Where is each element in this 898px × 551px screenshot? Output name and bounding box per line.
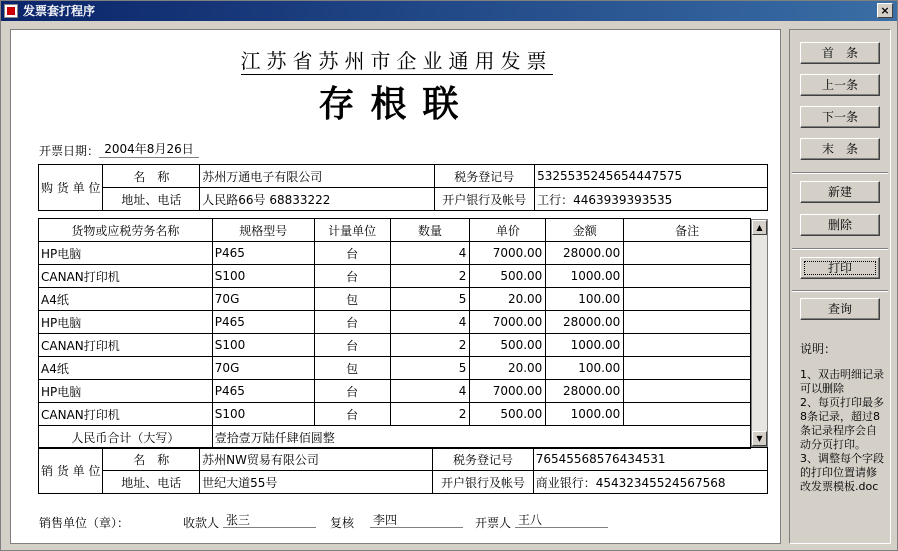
table-cell[interactable]: 20.00	[470, 357, 546, 380]
delete-button[interactable]: 删除	[800, 214, 880, 236]
seller-label: 销 货 单 位	[39, 448, 103, 494]
table-cell[interactable]	[624, 403, 751, 426]
review-field[interactable]: 李四	[370, 512, 463, 528]
table-cell[interactable]: 7000.00	[470, 380, 546, 403]
divider	[792, 290, 888, 292]
table-cell[interactable]: 2	[390, 403, 470, 426]
seller-addr-label: 地址、电话	[103, 471, 200, 494]
new-button[interactable]: 新建	[800, 181, 880, 203]
table-cell[interactable]: 70G	[212, 357, 314, 380]
table-cell[interactable]: 台	[314, 380, 390, 403]
date-field[interactable]: 2004年8月26日	[99, 140, 199, 158]
prev-record-button[interactable]: 上一条	[800, 74, 880, 96]
seller-tax-field[interactable]: 76545568576434531	[533, 448, 767, 471]
seller-name-field[interactable]: 苏州NW贸易有限公司	[200, 448, 433, 471]
table-cell[interactable]: 2	[390, 265, 470, 288]
column-header: 备注	[624, 219, 751, 242]
close-button[interactable]: ×	[877, 3, 893, 18]
table-cell[interactable]: 500.00	[470, 334, 546, 357]
table-row[interactable]	[39, 403, 751, 426]
scroll-up-icon[interactable]: ▲	[752, 220, 767, 235]
table-cell[interactable]: 2	[390, 334, 470, 357]
buyer-addr-field[interactable]: 人民路66号 68833222	[200, 188, 434, 211]
column-header: 货物或应税劳务名称	[39, 219, 213, 242]
seller-addr-field[interactable]: 世纪大道55号	[200, 471, 433, 494]
divider	[792, 172, 888, 174]
table-cell[interactable]: 包	[314, 288, 390, 311]
window-title: 发票套打程序	[23, 4, 96, 18]
table-cell[interactable]	[624, 242, 751, 265]
table-cell[interactable]: 1000.00	[546, 403, 624, 426]
table-cell[interactable]: 包	[314, 357, 390, 380]
table-cell[interactable]: S100	[212, 265, 314, 288]
table-row[interactable]	[39, 242, 751, 265]
table-cell[interactable]: HP电脑	[39, 311, 213, 334]
table-cell[interactable]: 28000.00	[546, 242, 624, 265]
table-cell[interactable]: HP电脑	[39, 242, 213, 265]
column-header: 单价	[470, 219, 546, 242]
app-icon	[4, 4, 18, 18]
table-cell[interactable]: 4	[390, 242, 470, 265]
next-record-button[interactable]: 下一条	[800, 106, 880, 128]
table-cell[interactable]: 台	[314, 265, 390, 288]
table-cell[interactable]: 7000.00	[470, 311, 546, 334]
items-header-row	[39, 219, 751, 242]
table-cell[interactable]: 台	[314, 334, 390, 357]
invoice-title: 江苏省苏州市企业通用发票	[240, 49, 553, 73]
note-title: 说明：	[800, 342, 837, 356]
seller-bank-label: 开户银行及帐号	[433, 471, 533, 494]
items-scrollbar[interactable]	[751, 219, 768, 447]
buyer-name-field[interactable]: 苏州万通电子有限公司	[200, 165, 434, 188]
table-row[interactable]	[39, 288, 751, 311]
table-cell[interactable]: 台	[314, 311, 390, 334]
buyer-label: 购 货 单 位	[39, 165, 103, 211]
table-cell[interactable]: A4纸	[39, 288, 213, 311]
issuer-field[interactable]: 王八	[515, 512, 608, 528]
table-cell[interactable]: 4	[390, 311, 470, 334]
table-cell[interactable]: S100	[212, 334, 314, 357]
table-cell[interactable]: 台	[314, 403, 390, 426]
table-cell[interactable]: S100	[212, 403, 314, 426]
issuer-label: 开票人	[475, 516, 512, 530]
buyer-bank-field[interactable]: 工行：4463939393535	[535, 188, 768, 211]
table-cell[interactable]	[624, 311, 751, 334]
items-body	[39, 242, 751, 426]
table-row[interactable]	[39, 380, 751, 403]
seal-label: 销售单位（章）：	[39, 516, 130, 530]
table-cell[interactable]	[624, 380, 751, 403]
table-cell[interactable]: 20.00	[470, 288, 546, 311]
buyer-tax-field[interactable]: 5325535245654447575	[535, 165, 768, 188]
table-cell[interactable]: 28000.00	[546, 380, 624, 403]
table-cell[interactable]: A4纸	[39, 357, 213, 380]
action-panel	[789, 29, 891, 544]
last-record-button[interactable]: 末 条	[800, 138, 880, 160]
table-cell[interactable]: CANAN打印机	[39, 334, 213, 357]
table-cell[interactable]: 1000.00	[546, 265, 624, 288]
items-table	[38, 218, 751, 449]
table-row[interactable]	[39, 334, 751, 357]
table-cell[interactable]	[624, 288, 751, 311]
divider	[792, 248, 888, 250]
seller-name-label: 名 称	[103, 448, 200, 471]
table-cell[interactable]: 5	[390, 357, 470, 380]
scroll-down-icon[interactable]: ▼	[752, 431, 767, 446]
table-cell[interactable]: CANAN打印机	[39, 403, 213, 426]
date-label: 开票日期：	[39, 144, 100, 158]
table-cell[interactable]: 28000.00	[546, 311, 624, 334]
column-header: 计量单位	[314, 219, 390, 242]
table-cell[interactable]	[624, 357, 751, 380]
table-cell[interactable]: CANAN打印机	[39, 265, 213, 288]
table-cell[interactable]: HP电脑	[39, 380, 213, 403]
buyer-tax-label: 税务登记号	[434, 165, 535, 188]
table-row[interactable]	[39, 265, 751, 288]
seller-bank-field[interactable]: 商业银行：45432345524567568	[533, 471, 767, 494]
table-row[interactable]	[39, 357, 751, 380]
buyer-bank-label: 开户银行及帐号	[434, 188, 535, 211]
review-label: 复核	[330, 516, 355, 530]
table-cell[interactable]: P465	[212, 380, 314, 403]
table-cell[interactable]	[624, 334, 751, 357]
table-cell[interactable]: 7000.00	[470, 242, 546, 265]
table-cell[interactable]: 500.00	[470, 265, 546, 288]
table-cell[interactable]: 100.00	[546, 288, 624, 311]
table-cell[interactable]: 70G	[212, 288, 314, 311]
payee-field[interactable]: 张三	[223, 512, 316, 528]
column-header: 金额	[546, 219, 624, 242]
column-header: 数量	[390, 219, 470, 242]
title-bar	[1, 1, 897, 21]
buyer-table	[38, 164, 768, 211]
note-text: 1、双击明细记录可以删除 2、每页打印最多8条记录，超过8条记录程序会自动分页打印。 3、调整每个字段的打印位置请修改发票模板.doc	[800, 368, 884, 493]
total-field[interactable]: 壹拾壹万陆仟肆佰圆整	[212, 426, 750, 449]
table-cell[interactable]: 台	[314, 242, 390, 265]
table-row[interactable]	[39, 311, 751, 334]
table-cell[interactable]: 500.00	[470, 403, 546, 426]
column-header: 规格型号	[212, 219, 314, 242]
table-cell[interactable]: 4	[390, 380, 470, 403]
table-cell[interactable]: 100.00	[546, 357, 624, 380]
table-cell[interactable]: P465	[212, 242, 314, 265]
payee-label: 收款人	[183, 516, 220, 530]
invoice-form	[10, 29, 781, 544]
table-cell[interactable]: 5	[390, 288, 470, 311]
total-label: 人民币合计（大写）	[39, 426, 213, 449]
seller-table	[38, 447, 768, 494]
first-record-button[interactable]: 首 条	[800, 42, 880, 64]
query-button[interactable]: 查询	[800, 298, 880, 320]
buyer-name-label: 名 称	[103, 165, 200, 188]
invoice-subtitle: 存根联	[318, 83, 475, 125]
table-cell[interactable]: P465	[212, 311, 314, 334]
table-cell[interactable]: 1000.00	[546, 334, 624, 357]
seller-tax-label: 税务登记号	[433, 448, 533, 471]
buyer-addr-label: 地址、电话	[103, 188, 200, 211]
print-button[interactable]: 打印	[800, 257, 880, 279]
table-cell[interactable]	[624, 265, 751, 288]
